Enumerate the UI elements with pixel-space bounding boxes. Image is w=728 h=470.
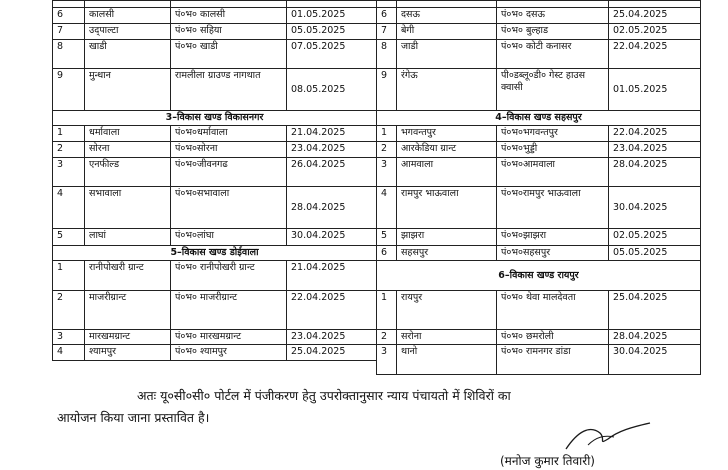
venue: पं०भ० बुल्हाड	[497, 24, 609, 40]
row-number: 6	[53, 8, 85, 24]
venue: पं०भ०आमवाला	[497, 158, 609, 187]
row-number: 3	[377, 345, 397, 375]
row-number: 2	[377, 330, 397, 345]
section-title: 6–विकास खण्ड रायपुर	[377, 261, 701, 291]
section-header-row	[53, 111, 377, 126]
signature-scrawl	[548, 419, 658, 453]
camp-date: 28.04.2025	[287, 187, 377, 229]
camp-date: 22.04.2025	[287, 291, 377, 330]
row-number: 4	[53, 187, 85, 229]
block-name: मारखमग्रान्ट	[85, 330, 171, 345]
paragraph-line-2: आयोजन किया जाना प्रस्तावित है।	[57, 410, 210, 425]
camp-date: 23.04.2025	[287, 330, 377, 345]
venue: पं०भ०सहसपुर	[497, 246, 609, 261]
block-name: धर्मावाला	[85, 126, 171, 142]
table-row	[53, 187, 377, 229]
venue: पं०भ० थेवा मालदेवता	[497, 291, 609, 330]
venue: पं०भ०धर्मावाला	[171, 126, 287, 142]
table-row	[377, 24, 701, 40]
table-row	[377, 246, 701, 261]
camp-date: 01.05.2025	[287, 8, 377, 24]
venue: पं०भ०भुड्डी	[497, 142, 609, 158]
block-name: श्यामपुर	[85, 345, 171, 361]
block-name: रामपुर भाऊवाला	[397, 187, 497, 229]
row-number: 3	[53, 158, 85, 187]
section-title: 5–विकास खण्ड डोईवाला	[53, 246, 377, 261]
table-row	[53, 126, 377, 142]
block-name: कालसी	[85, 8, 171, 24]
venue: पं०भ०झाझरा	[497, 229, 609, 246]
camp-date: 30.04.2025	[287, 229, 377, 246]
camp-date: 22.04.2025	[609, 40, 701, 69]
venue: पं०भ० छमरोली	[497, 330, 609, 345]
row-number: 1	[53, 126, 85, 142]
table-row	[53, 40, 377, 69]
table-row	[377, 187, 701, 229]
block-name: रंगेऊ	[397, 69, 497, 111]
block-name: बेगी	[397, 24, 497, 40]
venue: पं०भ० कालसी	[171, 8, 287, 24]
signatory-name: (मनोज कुमार तिवारी)	[500, 454, 595, 468]
venue: पं०भ०रामपुर भाऊवाला	[497, 187, 609, 229]
row-number: 8	[53, 40, 85, 69]
row-number: 6	[377, 246, 397, 261]
camp-date: 21.04.2025	[287, 126, 377, 142]
block-name: उद्‌पाल्टा	[85, 24, 171, 40]
table-row	[377, 229, 701, 246]
table-row	[377, 142, 701, 158]
block-name: जाडी	[397, 40, 497, 69]
section-header-row	[53, 246, 377, 261]
row-number: 5	[377, 229, 397, 246]
camp-date: 30.04.2025	[609, 187, 701, 229]
camp-date: 23.04.2025	[287, 142, 377, 158]
block-name: भगवन्तपुर	[397, 126, 497, 142]
table-row	[377, 330, 701, 345]
table-row	[53, 345, 377, 361]
section-title: 3–विकास खण्ड विकासनगर	[53, 111, 377, 126]
camp-date: 21.04.2025	[287, 261, 377, 291]
camp-date: 30.04.2025	[609, 345, 701, 375]
block-name: मुन्धान	[85, 69, 171, 111]
camp-date: 22.04.2025	[609, 126, 701, 142]
block-name: रायपुर	[397, 291, 497, 330]
venue: पं०भ०लांघा	[171, 229, 287, 246]
table-row	[53, 158, 377, 187]
left-table-top	[52, 0, 377, 361]
row-number: 7	[53, 24, 85, 40]
row-number: 2	[53, 291, 85, 330]
venue: रामलीला ग्राउण्ड नागथात	[171, 69, 287, 111]
venue: पं०भ० रानीपोखरी ग्रान्ट	[171, 261, 287, 291]
camp-date: 26.04.2025	[287, 158, 377, 187]
venue: पं०भ० दसऊ	[497, 8, 609, 24]
row-number: 1	[53, 261, 85, 291]
row-number: 2	[377, 142, 397, 158]
venue: पं०भ० मारखमग्रान्ट	[171, 330, 287, 345]
camp-date: 07.05.2025	[287, 40, 377, 69]
row-number: 4	[377, 187, 397, 229]
table-row	[53, 291, 377, 330]
block-name: झाझरा	[397, 229, 497, 246]
section-header-row	[377, 261, 701, 291]
right-table	[376, 0, 701, 375]
camp-date: 08.05.2025	[287, 69, 377, 111]
block-name: आरकेडिया ग्रान्ट	[397, 142, 497, 158]
row-number: 3	[377, 158, 397, 187]
paragraph-line-1: अतः यू०सी०सी० पोर्टल में पंजीकरण हेतु उपरोक्तानुसार न्याय पंचायतो में शिविरों का	[137, 388, 511, 403]
camp-date: 25.04.2025	[609, 291, 701, 330]
table-row	[53, 261, 377, 291]
camp-date: 02.05.2025	[609, 229, 701, 246]
row-number: 3	[53, 330, 85, 345]
venue: पं०भ०भगवन्तपुर	[497, 126, 609, 142]
table-row	[377, 158, 701, 187]
block-name: आमवाला	[397, 158, 497, 187]
venue: पं०भ० कोटी कनासर	[497, 40, 609, 69]
block-name: सरोना	[397, 330, 497, 345]
row-number: 9	[377, 69, 397, 111]
block-name: सोरना	[85, 142, 171, 158]
venue: पं०भ० श्यामपुर	[171, 345, 287, 361]
venue: पं०भ० खाडी	[171, 40, 287, 69]
venue: पी०डब्लू०डी० गेस्ट हाउस क्वासी	[497, 69, 609, 111]
table-row	[377, 126, 701, 142]
row-number: 4	[53, 345, 85, 361]
camp-date: 23.04.2025	[609, 142, 701, 158]
block-name: खाडी	[85, 40, 171, 69]
camp-date: 02.05.2025	[609, 24, 701, 40]
row-number: 2	[53, 142, 85, 158]
table-row	[53, 229, 377, 246]
camp-date: 01.05.2025	[609, 69, 701, 111]
row-number: 1	[377, 291, 397, 330]
venue: पं०भ० सहिया	[171, 24, 287, 40]
block-name: रानीपोखरी ग्रान्ट	[85, 261, 171, 291]
block-name: सभावाला	[85, 187, 171, 229]
block-name: माजरीग्रान्ट	[85, 291, 171, 330]
camp-date: 05.05.2025	[609, 246, 701, 261]
row-number: 5	[53, 229, 85, 246]
row-number: 8	[377, 40, 397, 69]
venue: पं०भ०सभावाला	[171, 187, 287, 229]
venue: पं०भ० रामनगर डांडा	[497, 345, 609, 375]
venue: पं०भ० माजरीग्रान्ट	[171, 291, 287, 330]
row-number: 6	[377, 8, 397, 24]
block-name: सहसपुर	[397, 246, 497, 261]
table-row	[53, 142, 377, 158]
table-row	[377, 291, 701, 330]
camp-date: 28.04.2025	[609, 330, 701, 345]
row-number: 9	[53, 69, 85, 111]
section-header-row	[377, 111, 701, 126]
table-row	[377, 1, 701, 8]
section-title: 4–विकास खण्ड सहसपुर	[377, 111, 701, 126]
table-row	[377, 345, 701, 375]
venue: पं०भ०जीवनगढ	[171, 158, 287, 187]
camp-date: 25.04.2025	[287, 345, 377, 361]
row-number: 7	[377, 24, 397, 40]
block-name: थानो	[397, 345, 497, 375]
block-name: दसऊ	[397, 8, 497, 24]
table-row	[53, 330, 377, 345]
block-name: लाघां	[85, 229, 171, 246]
camp-date: 28.04.2025	[609, 158, 701, 187]
table-row	[377, 40, 701, 69]
camp-date: 05.05.2025	[287, 24, 377, 40]
venue: पं०भ०सोरना	[171, 142, 287, 158]
table-row	[53, 8, 377, 24]
table-row	[377, 69, 701, 111]
row-number: 1	[377, 126, 397, 142]
table-row	[53, 1, 377, 8]
table-row	[53, 69, 377, 111]
block-name: एनफील्ड	[85, 158, 171, 187]
table-row	[53, 24, 377, 40]
camp-date: 25.04.2025	[609, 8, 701, 24]
table-row	[377, 8, 701, 24]
